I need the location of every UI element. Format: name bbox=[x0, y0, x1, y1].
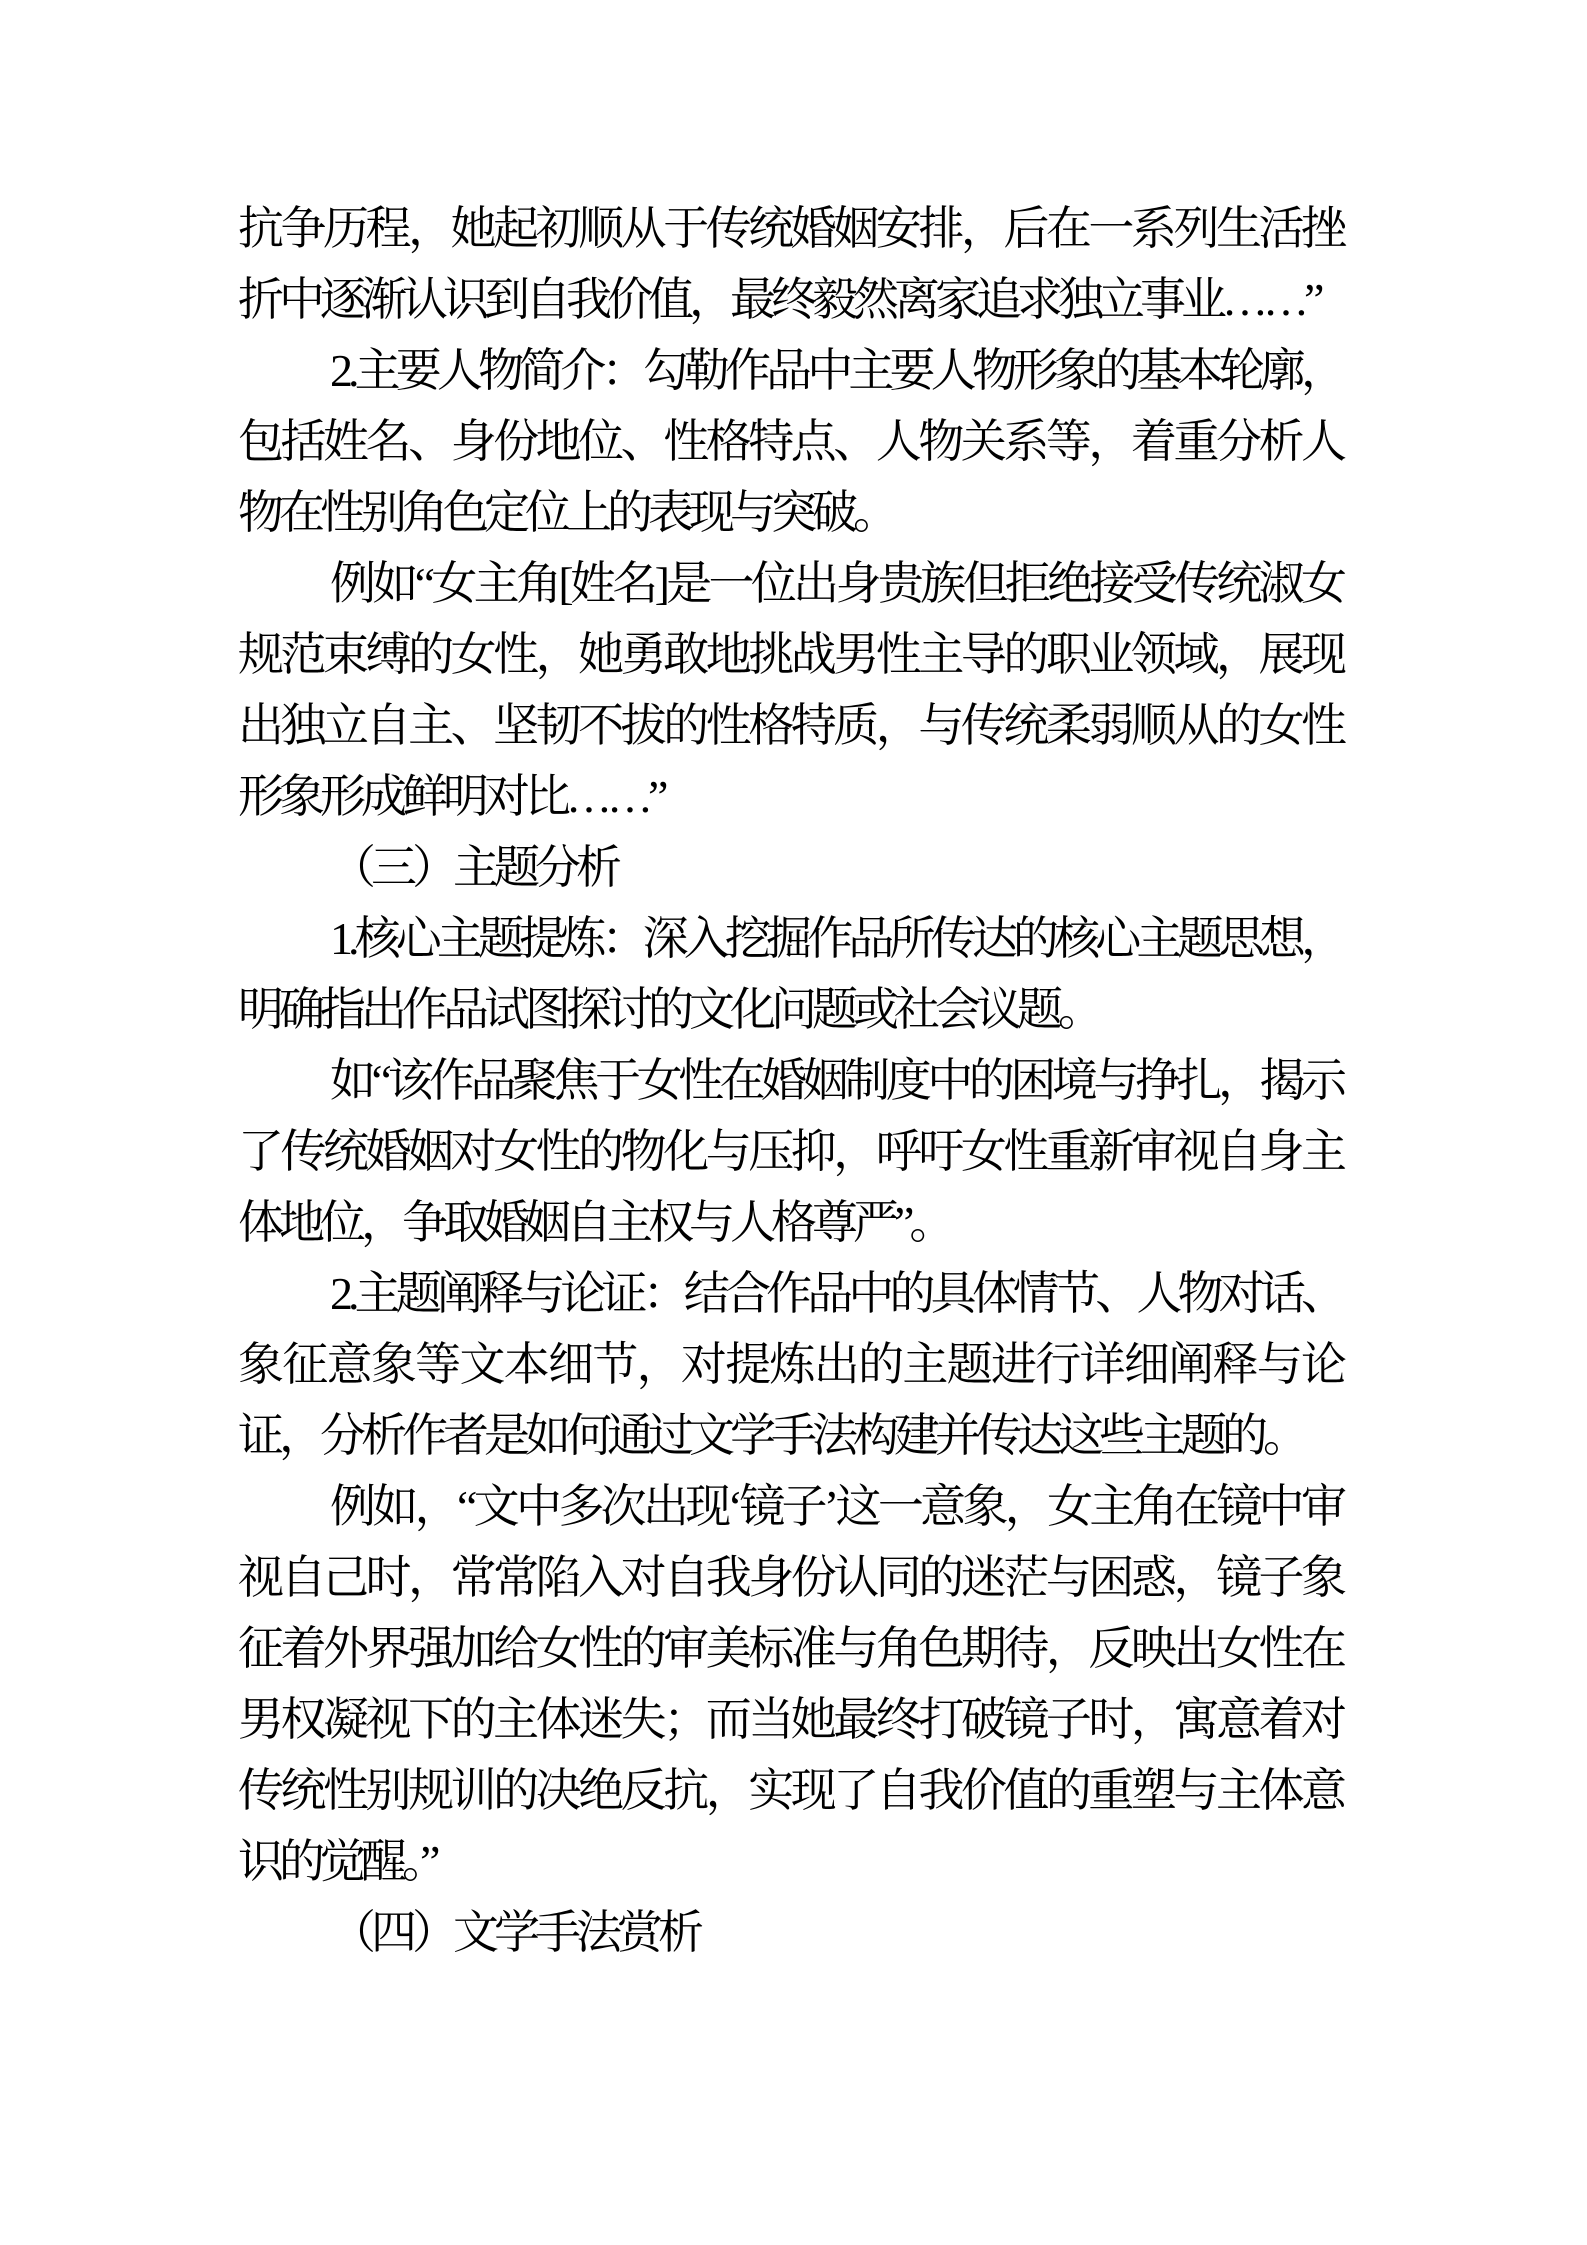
body-paragraph: 1.核心主题提炼：深入挖掘作品所传达的核心主题思想，明确指出作品试图探讨的文化问题或社会议题。 bbox=[238, 913, 1342, 1035]
body-paragraph: 例如“女主角[姓名]是一位出身贵族但拒绝接受传统淑女规范束缚的女性，她勇敢地挑战男性主导的职业领域，展现出独立自主、坚韧不拔的性格特质，与传统柔弱顺从的女性形象形成鲜明对比……” bbox=[238, 558, 1342, 822]
section-heading: （三）主题分析 bbox=[330, 842, 617, 893]
paragraph-continuation: 抗争历程，她起初顺从于传统婚姻安排，后在一系列生活挫折中逐渐认识到自我价值，最终毅然离家追求独立事业……” bbox=[238, 203, 1342, 325]
section-heading: （四）文学手法赏析 bbox=[330, 1907, 699, 1958]
body-paragraph: 2.主要人物简介：勾勒作品中主要人物形象的基本轮廓，包括姓名、身份地位、性格特点、人物关系等，着重分析人物在性别角色定位上的表现与突破。 bbox=[238, 345, 1342, 538]
body-paragraph: 例如，“文中多次出现‘镜子’这一意象，女主角在镜中审视自己时，常常陷入对自我身份认同的迷茫与困惑，镜子象征着外界强加给女性的审美标准与角色期待，反映出女性在男权凝视下的主体迷失；而当她最终打破镜子时，寓意着对传统性别规训的决绝反抗，实现了自我价值的重塑与主体意识的觉醒。” bbox=[238, 1481, 1342, 1887]
body-paragraph: 2.主题阐释与论证：结合作品中的具体情节、人物对话、象征意象等文本细节，对提炼出的主题进行详细阐释与论证，分析作者是如何通过文学手法构建并传达这些主题的。 bbox=[238, 1268, 1342, 1461]
body-paragraph: 如“该作品聚焦于女性在婚姻制度中的困境与挣扎，揭示了传统婚姻对女性的物化与压抑，呼吁女性重新审视自身主体地位，争取婚姻自主权与人格尊严”。 bbox=[238, 1055, 1342, 1248]
document-text-block bbox=[238, 193, 1342, 1968]
